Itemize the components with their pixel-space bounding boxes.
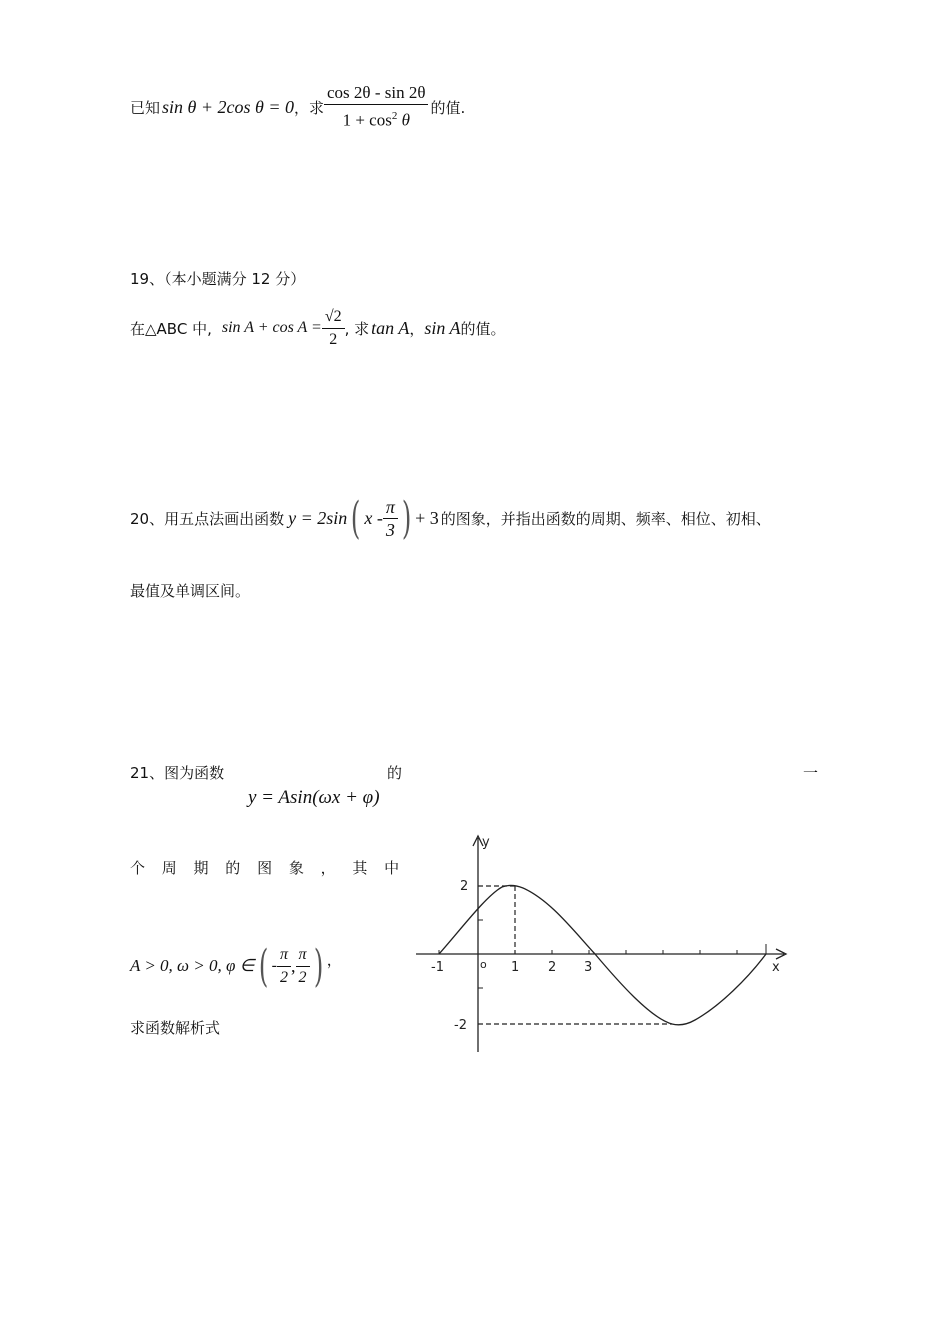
q20-right-paren: ) — [401, 492, 412, 544]
q18-fraction — [324, 82, 428, 132]
x-label-2: 2 — [548, 960, 557, 975]
q19-mid: , 求 — [344, 319, 370, 338]
q19-header: 19、（本小题满分 12 分） — [130, 270, 306, 288]
q20-three: 3 — [385, 519, 395, 540]
q18-suffix: 的值. — [430, 98, 466, 117]
q18-den-exp: 2 — [391, 110, 398, 123]
q21-sep: , — [291, 955, 296, 976]
q19-sin: sin A — [424, 317, 461, 338]
q21-line2: 个 周 期 的 图 象 ， 其 中 — [130, 859, 406, 877]
q20-line2: 最值及单调区间。 — [130, 582, 251, 600]
y-axis-label: y — [482, 835, 490, 850]
q18-line — [130, 82, 465, 132]
x-label-1: 1 — [511, 960, 520, 975]
q18-numerator: cos 2θ - sin 2θ — [324, 82, 428, 105]
q19-tan: tan A — [371, 317, 410, 338]
q19-line — [130, 304, 506, 352]
q21-frac1 — [277, 944, 291, 989]
q21-frac2-num: π — [296, 944, 310, 967]
q18-mid: ，求 — [294, 98, 325, 117]
x-label-3: 3 — [584, 960, 593, 975]
q18-denominator — [340, 105, 413, 132]
q20-pi: π — [383, 496, 398, 519]
sine-curve — [439, 885, 766, 1024]
q21-frac2 — [296, 944, 310, 989]
y-label-2: 2 — [460, 879, 469, 894]
q20-prefix: 20、用五点法画出函数 — [130, 509, 285, 528]
y-label-neg2: -2 — [454, 1018, 467, 1033]
sine-graph — [410, 830, 800, 1060]
q18-condition: sin θ + 2cos θ = 0 — [162, 96, 294, 117]
q21-frac1-num: π — [277, 944, 291, 967]
q20-func-left: y = 2sin — [288, 507, 348, 528]
q21-right-paren: ) — [313, 940, 323, 992]
q20-line — [130, 490, 771, 546]
q20-x-minus: x - — [364, 507, 383, 528]
q21-de: 的 — [387, 764, 403, 782]
q19-expr: sin A + cos A = — [221, 319, 322, 336]
q21-yi: 一 — [803, 764, 819, 782]
q18-den-base: 1 + cos — [342, 110, 392, 130]
q21-line4: 求函数解析式 — [130, 1019, 221, 1037]
q19-suffix: 的值。 — [460, 319, 506, 338]
q19-frac-den: 2 — [329, 330, 338, 348]
q21-left-paren: ( — [258, 940, 268, 992]
q20-suffix: 的图象，并指出函数的周期、频率、相位、初相、 — [440, 509, 771, 528]
x-axis-label: x — [772, 960, 780, 975]
q21-cond-left: A > 0, ω > 0, φ ∈ — [130, 956, 255, 975]
q20-left-paren: ( — [351, 492, 361, 544]
q21-func: y = Asin(ωx + φ) — [248, 787, 380, 808]
q19-prefix: 在△ABC 中, — [130, 319, 212, 338]
q18-prefix: 已知 — [130, 98, 161, 117]
q19-comma: ， — [409, 319, 425, 338]
q19-frac-num: √2 — [322, 306, 345, 329]
x-label-neg1: -1 — [431, 960, 444, 975]
q19-fraction — [322, 306, 345, 351]
q21-minus: - — [271, 957, 277, 974]
q21-frac1-den: 2 — [280, 968, 288, 986]
q21-condition — [130, 940, 342, 992]
q18-den-var: θ — [397, 110, 410, 130]
q20-plus3: + 3 — [415, 507, 439, 528]
q21-frac2-den: 2 — [298, 968, 307, 986]
q21-prefix: 21、图为函数 — [130, 764, 225, 782]
q21-trail: ， — [326, 950, 342, 969]
x-label-origin: o — [480, 958, 487, 971]
q20-fraction — [383, 496, 398, 541]
